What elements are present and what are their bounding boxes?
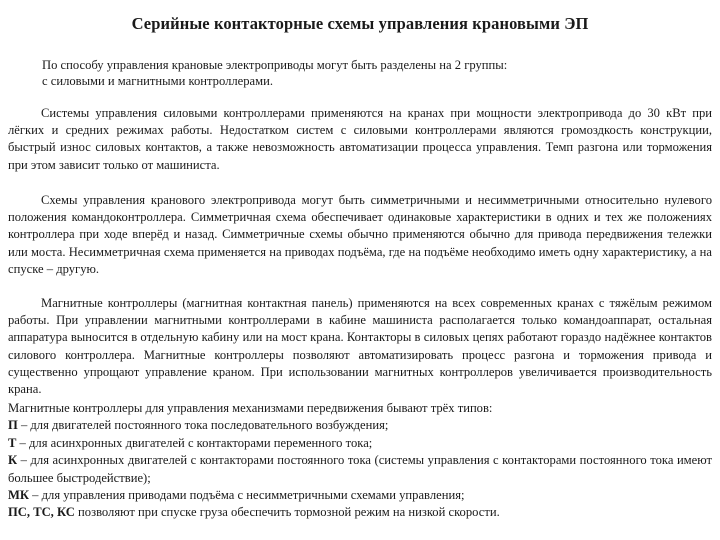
paragraph-symmetric-schemes: Схемы управления кранового электропривода могут быть симметричными и несимметричными относительно нулевого положения командоконтроллера. Симметричная схема обеспечивает одинаковые характеристики в одних и тех же положениях контроллера при ходе вперёд и назад. Симметричные схемы обычно применяются обычно для привода передвижения тележки или моста. Несимметричная схема применяется на приводах подъёма, где на подъёме необходимо иметь одну характеристику, а на спуске – другую. bbox=[8, 193, 712, 276]
list-item bbox=[8, 487, 712, 504]
type-description: – для управления приводами подъёма с несимметричными схемами управления; bbox=[29, 488, 465, 503]
type-code: ПС, ТС, КС bbox=[8, 505, 75, 520]
controller-types-list bbox=[8, 400, 712, 522]
type-description: – для асинхронных двигателей с контакторами переменного тока; bbox=[16, 435, 373, 450]
list-item bbox=[8, 452, 712, 487]
list-item bbox=[8, 417, 712, 434]
page-title: Серийные контакторные схемы управления крановыми ЭП bbox=[131, 14, 589, 33]
type-code: Т bbox=[8, 435, 17, 450]
type-code: МК bbox=[8, 488, 30, 503]
type-description: – для двигателей постоянного тока последовательного возбуждения; bbox=[17, 418, 389, 433]
types-intro: Магнитные контроллеры для управления механизмами передвижения бывают трёх типов: bbox=[8, 401, 493, 415]
type-code: К bbox=[8, 453, 18, 468]
paragraph-power-controllers: Системы управления силовыми контроллерами применяются на кранах при мощности электропривода до 30 кВт при лёгких и средних режимах работы. Недостатком систем с силовыми контроллерами являются громоздкость конструкции, быстрый износ силовых контактов, а также невозможность автоматизации процесса управления. Темп разгона или торможения при этом зависит только от машиниста. bbox=[8, 106, 712, 172]
intro-line: По способу управления крановые электроприводы могут быть разделены на 2 группы: bbox=[42, 58, 508, 72]
type-description: позволяют при спуске груза обеспечить тормозной режим на низкой скорости. bbox=[74, 505, 500, 520]
type-description: – для асинхронных двигателей с контакторами постоянного тока (системы управления с контакторами постоянного тока имеют большее быстродействие); bbox=[8, 453, 712, 485]
paragraph-magnetic-controllers: Магнитные контроллеры (магнитная контактная панель) применяются на всех современных кранах с тяжёлым режимом работы. При управлении магнитными контроллерами в кабине машиниста располагается только командоаппарат, остальная аппаратура выносится в отдельную кабину или на мост крана. Контакторы в силовых цепях работают гораздо надёжнее контактов силового контроллера. Магнитные контроллеры позволяют автоматизировать процесс разгона и торможения привода и существенно упрощают управление краном. При использовании магнитных контроллеров увеличивается производительность крана. bbox=[8, 296, 712, 397]
list-item bbox=[8, 504, 712, 521]
intro-block bbox=[42, 58, 682, 89]
type-code: П bbox=[8, 418, 18, 433]
list-item bbox=[8, 435, 712, 452]
intro-line: с силовыми и магнитными контроллерами. bbox=[42, 73, 273, 88]
